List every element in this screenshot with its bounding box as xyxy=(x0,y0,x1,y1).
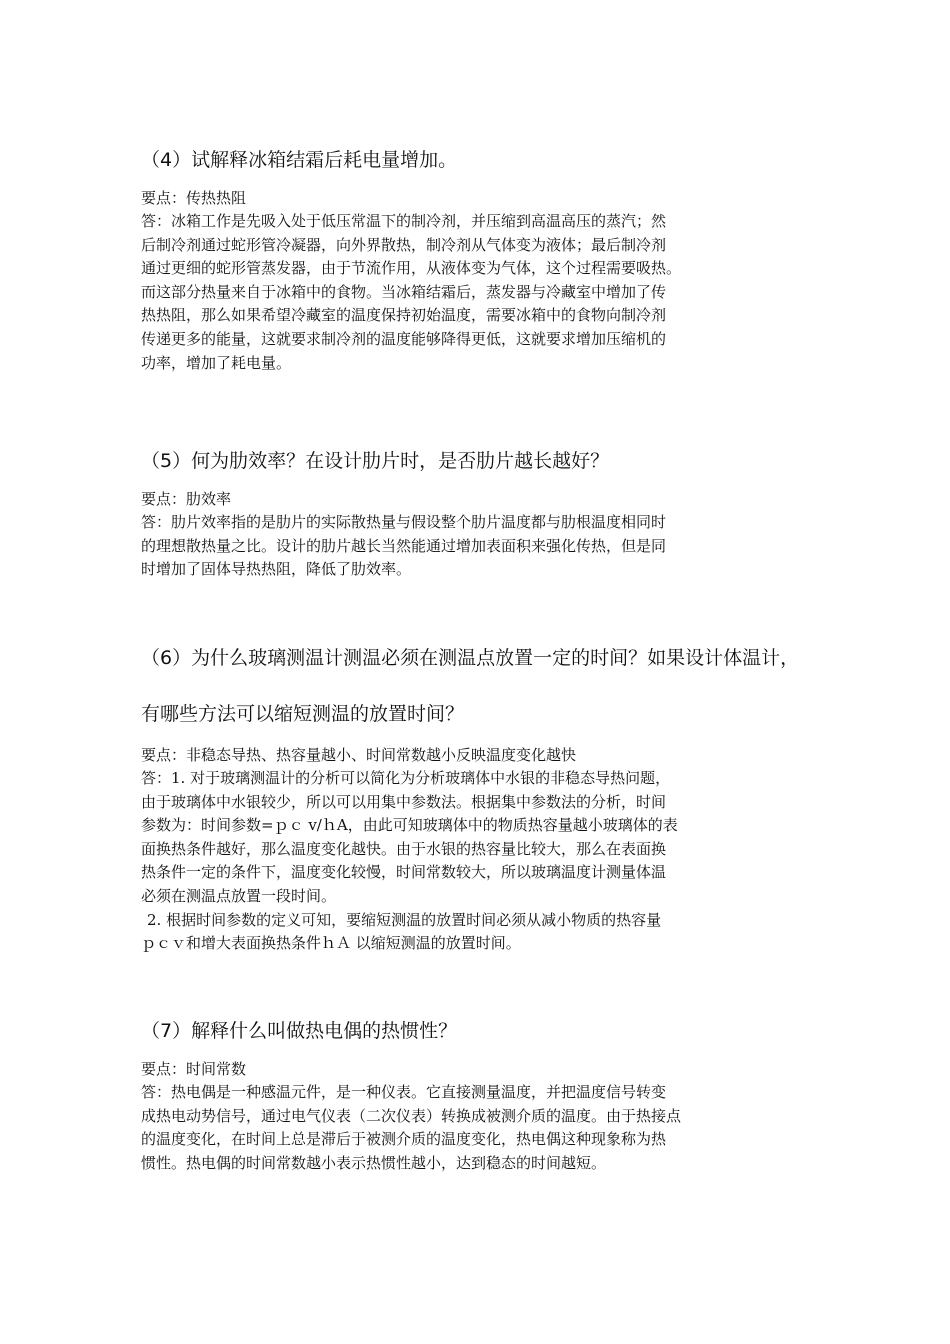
answer-text xyxy=(141,511,813,582)
answer-line: 答：肋片效率指的是肋片的实际散热量与假设整个肋片温度都与肋根温度相同时 xyxy=(141,513,667,531)
question-title: （5）何为肋效率？在设计肋片时，是否肋片越长越好？ xyxy=(141,450,610,472)
answer-line: 必须在测温点放置一段时间。 xyxy=(141,886,337,905)
answer-line: 热条件一定的条件下，温度变化较慢，时间常数较大，所以玻璃温度计测量体温 xyxy=(141,863,667,882)
question-title: （7）解释什么叫做热电偶的热惯性？ xyxy=(141,1020,458,1042)
answer-line: 由于玻璃体中水银较少，所以可以用集中参数法。根据集中参数法的分析，时间 xyxy=(141,792,667,811)
answer-line: 答：冰箱工作是先吸入处于低压常温下的制冷剂，并压缩到高温高压的蒸汽；然 xyxy=(141,212,667,230)
section-q6 xyxy=(141,645,813,956)
answer-line: 的理想散热量之比。设计的肋片越长当然能通过增加表面积来强化传热，但是同 xyxy=(141,536,667,555)
answer-line: 答：1. 对于玻璃测温计的分析可以简化为分析玻璃体中水银的非稳态导热问题， xyxy=(141,769,671,787)
answer-line: ｐｃｖ和增大表面换热条件ｈＡ 以缩短测温的放置时间。 xyxy=(141,934,521,953)
answer-line: 功率，增加了耗电量。 xyxy=(141,353,292,372)
question-title: （4）试解释冰箱结霜后耗电量增加。 xyxy=(141,149,458,171)
answer-text xyxy=(141,210,813,375)
key-point: 要点：传热热阻 xyxy=(141,189,247,207)
answer-line: 时增加了固体导热热阻，降低了肋效率。 xyxy=(141,560,412,579)
section-q5 xyxy=(141,448,813,582)
answer-line: 热热阻，那么如果希望冷藏室的温度保持初始温度，需要冰箱中的食物向制冷剂 xyxy=(141,306,667,325)
answer-line: 后制冷剂通过蛇形管冷凝器，向外界散热，制冷剂从气体变为液体；最后制冷剂 xyxy=(141,235,667,254)
answer-line: 2. 根据时间参数的定义可知，要缩短测温的放置时间必须从减小物质的热容量 xyxy=(147,910,662,929)
answer-line: 传递更多的能量，这就要求制冷剂的温度能够降得更低，这就要求增加压缩机的 xyxy=(141,329,667,348)
section-q7 xyxy=(141,1018,813,1175)
answer-line: 的温度变化，在时间上总是滞后于被测介质的温度变化，热电偶这种现象称为热 xyxy=(141,1130,667,1149)
key-point: 要点：肋效率 xyxy=(141,490,232,508)
key-point: 要点：非稳态导热、热容量越小、时间常数越小反映温度变化越快 xyxy=(141,746,577,764)
answer-line: 惯性。热电偶的时间常数越小表示热惯性越小，达到稳态的时间越短。 xyxy=(141,1153,607,1172)
answer-line: 答：热电偶是一种感温元件，是一种仪表。它直接测量温度，并把温度信号转变 xyxy=(141,1083,667,1101)
answer-line: 而这部分热量来自于冰箱中的食物。当冰箱结霜后，蒸发器与冷藏室中增加了传 xyxy=(141,282,667,301)
answer-line: 通过更细的蛇形管蒸发器，由于节流作用，从液体变为气体，这个过程需要吸热。 xyxy=(141,259,682,278)
section-q4 xyxy=(141,147,813,375)
key-point: 要点：时间常数 xyxy=(141,1060,247,1078)
answer-line: 成热电动势信号，通过电气仪表（二次仪表）转换成被测介质的温度。由于热接点 xyxy=(141,1106,682,1125)
question-title: （6）为什么玻璃测温计测温必须在测温点放置一定的时间？如果设计体温计，有哪些方法可以缩短测温的放置时间？ xyxy=(141,647,800,725)
answer-text xyxy=(141,1081,813,1175)
answer-text xyxy=(141,767,813,909)
answer-line: 面换热条件越好，那么温度变化越快。由于水银的热容量比较大，那么在表面换 xyxy=(141,839,667,858)
answer-line: 参数为：时间参数=ｐｃ v/ｈA，由此可知玻璃体中的物质热容量越小玻璃体的表 xyxy=(141,816,678,835)
answer-part-2 xyxy=(141,909,813,956)
